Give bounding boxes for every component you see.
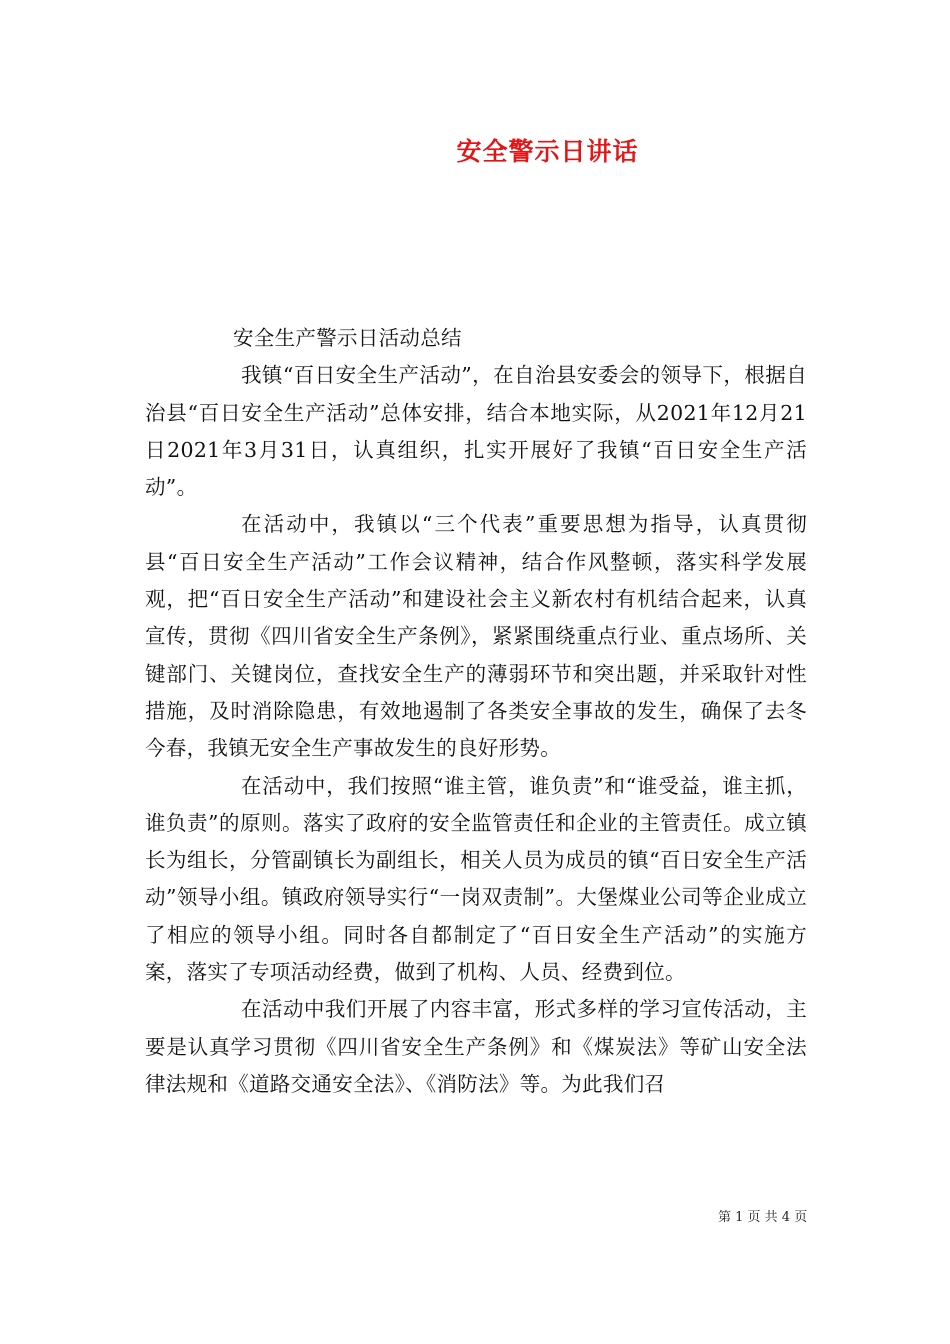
- document-title: 安全警示日讲话: [456, 137, 639, 166]
- paragraph-4: 在活动中我们开展了内容丰富，形式多样的学习宣传活动，主要是认真学习贯彻《四川省安全生产条例》和《煤炭法》等矿山安全法律法规和《道路交通安全法》、《消防法》等。为此我们召: [145, 997, 807, 1096]
- paragraph-2: 在活动中，我镇以“三个代表”重要思想为指导，认真贯彻县“百日安全生产活动”工作会议精神，结合作风整顿，落实科学发展观，把“百日安全生产活动”和建设社会主义新农村有机结合起来，认真宣传，贯彻《四川省安全生产条例》，紧紧围绕重点行业、重点场所、关键部门、关键岗位，查找安全生产的薄弱环节和突出题，并采取针对性措施，及时消除隐患，有效地遏制了各类安全事故的发生，确保了去冬今春，我镇无安全生产事故发生的良好形势。: [145, 512, 807, 761]
- document-body: [145, 320, 807, 1103]
- paragraph-1: 我镇“百日安全生产活动”，在自治县安委会的领导下，根据自治县“百日安全生产活动”总体安排，结合本地实际，从2021年12月21日2021年3月31日，认真组织，扎实开展好了我镇“百日安全生产活动”。: [145, 363, 807, 500]
- paragraph-3: 在活动中，我们按照“谁主管，谁负责”和“谁受益，谁主抓，谁负责”的原则。落实了政府的安全监管责任和企业的主管责任。成立镇长为组长，分管副镇长为副组长，相关人员为成员的镇“百日安全生产活动”领导小组。镇政府领导实行“一岗双责制”。大堡煤业公司等企业成立了相应的领导小组。同时各自都制定了“百日安全生产活动”的实施方案，落实了专项活动经费，做到了机构、人员、经费到位。: [145, 773, 807, 985]
- document-subtitle: 安全生产警示日活动总结: [233, 326, 462, 350]
- page-number-footer: 第 1 页 共 4 页: [718, 1210, 808, 1225]
